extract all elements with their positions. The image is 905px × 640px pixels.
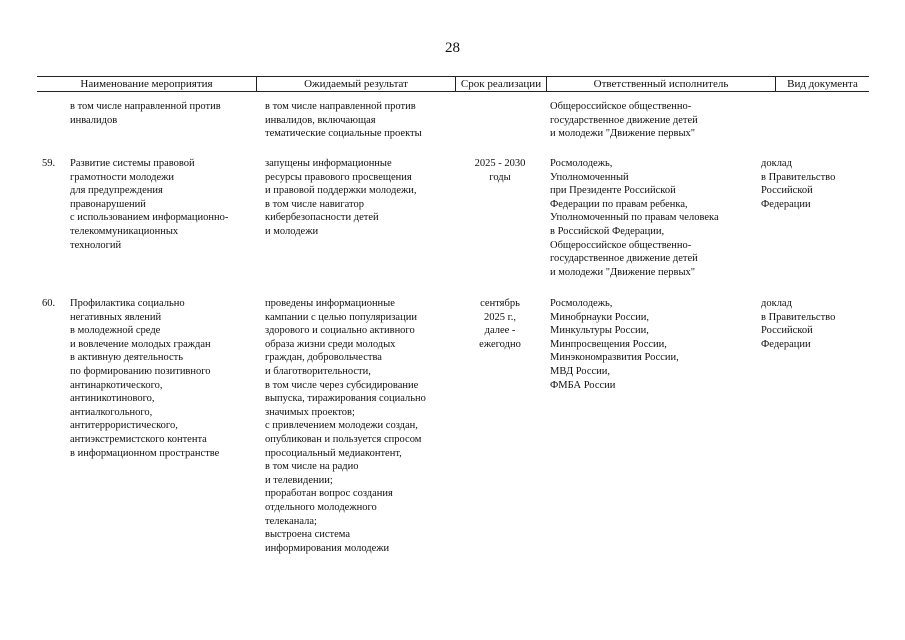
cell-line: для предупреждения — [70, 185, 163, 197]
cell-line: государственное движение детей — [550, 114, 698, 126]
cell-line: опубликован и пользуется спросом — [265, 433, 422, 445]
cell-line: проработан вопрос создания — [265, 488, 393, 500]
cell-line: в том числе через субсидирование — [265, 379, 419, 391]
cell-line: Общероссийское общественно- — [550, 239, 692, 251]
cell-line: и правовой поддержки молодежи, — [265, 185, 417, 197]
cell-line: по формированию позитивного — [70, 365, 211, 377]
cell-executor — [550, 100, 755, 141]
cell-line: доклад — [761, 158, 792, 169]
cell-line: Профилактика социально — [70, 298, 185, 309]
cell-term — [456, 297, 544, 351]
cell-executor — [550, 297, 755, 392]
cell-line: граждан, добровольчества — [265, 352, 382, 364]
table-header — [37, 76, 869, 92]
cell-result — [265, 100, 450, 141]
cell-line: технологий — [70, 239, 122, 251]
cell-num: 59. — [42, 158, 56, 169]
cell-line: Российской — [761, 185, 813, 197]
cell-line: в информационном пространстве — [70, 447, 220, 459]
cell-line: в Российской Федерации, — [550, 225, 665, 237]
cell-line: и вовлечение молодых граждан — [70, 338, 211, 350]
cell-line: и молодежи — [265, 225, 319, 237]
cell-line: антитеррористического, — [70, 420, 178, 432]
header-doc: Вид документа — [787, 78, 858, 90]
cell-line: кампании с целью популяризации — [265, 311, 417, 323]
cell-line: выпуска, тиражирования социально — [265, 393, 426, 405]
cell-line: тематические социальные проекты — [265, 128, 422, 140]
cell-line: инвалидов, включающая — [265, 114, 376, 126]
header-term: Срок реализации — [460, 78, 542, 90]
cell-line: Росмолодежь, — [550, 158, 613, 169]
cell-result — [265, 297, 450, 555]
cell-line: в молодежной среде — [70, 325, 161, 337]
cell-num: 60. — [42, 298, 56, 309]
cell-line: антинаркотического, — [70, 379, 163, 391]
cell-line: в том числе направленной против — [265, 101, 416, 112]
cell-line: кибербезопасности детей — [265, 212, 379, 224]
cell-line: 2025 г., — [484, 311, 516, 323]
cell-line: инвалидов — [70, 114, 118, 126]
cell-line: в том числе на радио — [265, 461, 359, 473]
cell-line: антиалкогольного, — [70, 406, 153, 418]
cell-line: правонарушений — [70, 198, 146, 210]
cell-line: грамотности молодежи — [70, 171, 175, 183]
cell-line: Минпросвещения России, — [550, 338, 667, 350]
cell-line: в том числе навигатор — [265, 198, 364, 210]
cell-line: ФМБА России — [550, 379, 616, 391]
cell-line: и благотворительности, — [265, 365, 371, 377]
cell-line: проведены информационные — [265, 298, 395, 309]
cell-executor — [550, 157, 755, 279]
header-executor: Ответственный исполнитель — [593, 78, 729, 90]
cell-line: в том числе направленной против — [70, 101, 221, 112]
cell-line: МВД России, — [550, 365, 611, 377]
cell-line: с использованием информационно- — [70, 212, 229, 224]
cell-line: запущены информационные — [265, 158, 392, 169]
cell-line: и телевидении; — [265, 474, 333, 486]
cell-name — [70, 100, 260, 127]
cell-line: Минэкономразвития России, — [550, 352, 679, 364]
cell-line: отдельного молодежного — [265, 501, 377, 513]
cell-line: далее - — [484, 325, 516, 337]
cell-line: и молодежи "Движение первых" — [550, 266, 696, 278]
cell-line: Федерации — [761, 198, 811, 210]
cell-line: Федерации — [761, 338, 811, 350]
cell-line: выстроена система — [265, 529, 351, 541]
cell-line: Уполномоченный по правам человека — [550, 212, 719, 224]
cell-line: Минкультуры России, — [550, 325, 649, 337]
page-number: 28 — [445, 40, 460, 56]
cell-line: в активную деятельность — [70, 352, 183, 364]
cell-doc — [761, 297, 866, 351]
header-result: Ожидаемый результат — [304, 78, 408, 90]
cell-line: антиникотинового, — [70, 393, 155, 405]
cell-line: просоциальный медиаконтент, — [265, 447, 402, 459]
cell-line: сентябрь — [480, 298, 520, 309]
cell-line: образа жизни среди молодых — [265, 338, 396, 350]
cell-line: телеканала; — [265, 515, 317, 527]
cell-term — [456, 157, 544, 184]
cell-line: Уполномоченный — [550, 171, 629, 183]
cell-line: значимых проектов; — [265, 406, 355, 418]
cell-line: ресурсы правового просвещения — [265, 171, 412, 183]
cell-result — [265, 157, 450, 239]
cell-line: Общероссийское общественно- — [550, 101, 692, 112]
cell-line: ежегодно — [479, 338, 521, 350]
cell-line: Федерации по правам ребенка, — [550, 198, 688, 210]
cell-line: Развитие системы правовой — [70, 158, 195, 169]
cell-name — [70, 157, 260, 252]
cell-line: 2025 - 2030 — [474, 158, 526, 169]
cell-line: Росмолодежь, — [550, 298, 613, 309]
cell-line: государственное движение детей — [550, 253, 698, 265]
cell-line: антиэкстремистского контента — [70, 433, 207, 445]
cell-line: при Президенте Российской — [550, 185, 676, 197]
cell-line: негативных явлений — [70, 311, 162, 323]
cell-line: в Правительство — [761, 311, 836, 323]
cell-doc — [761, 157, 866, 211]
cell-name — [70, 297, 260, 460]
cell-line: и молодежи "Движение первых" — [550, 128, 696, 140]
cell-line: Минобрнауки России, — [550, 311, 650, 323]
cell-line: Российской — [761, 325, 813, 337]
cell-line: с привлечением молодежи создан, — [265, 420, 418, 432]
cell-line: доклад — [761, 298, 792, 309]
header-name: Наименование мероприятия — [80, 78, 213, 90]
cell-line: годы — [489, 171, 511, 183]
cell-line: телекоммуникационных — [70, 225, 179, 237]
cell-line: информирования молодежи — [265, 542, 390, 554]
cell-line: здорового и социально активного — [265, 325, 415, 337]
cell-line: в Правительство — [761, 171, 836, 183]
